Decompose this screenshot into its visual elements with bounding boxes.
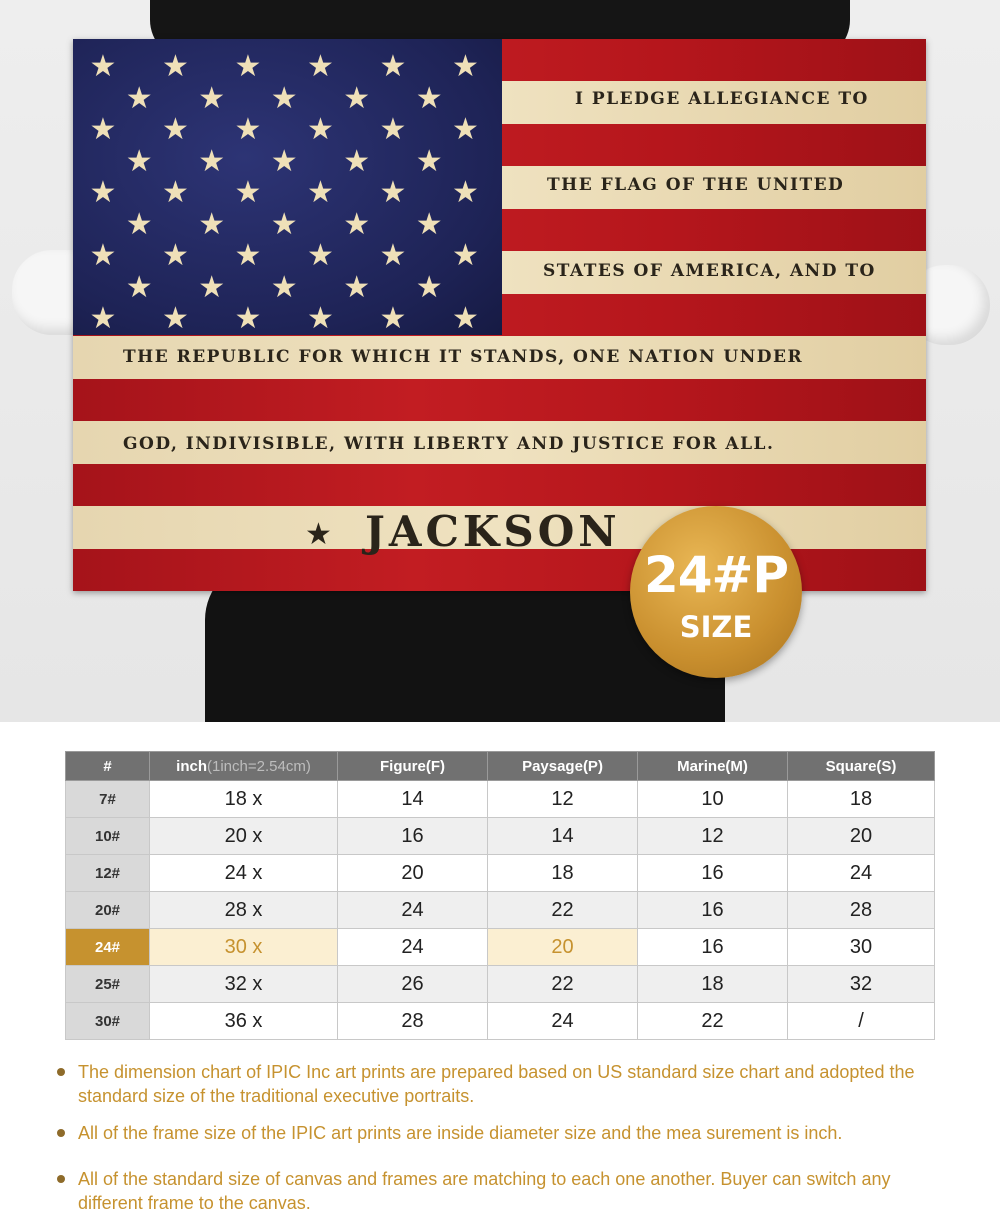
- table-cell: 28: [788, 892, 935, 929]
- star-icon: ★: [125, 80, 153, 116]
- note-item: [55, 1060, 935, 1108]
- pledge-line-5: GOD, INDIVISIBLE, WITH LIBERTY AND JUSTICE FOR ALL.: [123, 434, 775, 454]
- star-icon: ★: [89, 112, 117, 147]
- table-header-cell: Square(S): [788, 752, 935, 781]
- star-icon: ★: [343, 80, 371, 116]
- row-size-label: 12#: [66, 855, 150, 892]
- table-row: [66, 855, 935, 892]
- star-icon: ★: [270, 80, 298, 116]
- star-icon: ★: [452, 238, 479, 273]
- star-icon: ★: [270, 143, 298, 179]
- star-icon: ★: [89, 238, 117, 273]
- star-icon: ★: [234, 112, 262, 147]
- table-cell: 30 x: [150, 929, 338, 966]
- table-cell: 30: [788, 929, 935, 966]
- star-icon: ★: [234, 49, 262, 84]
- star-icon: ★: [343, 143, 371, 179]
- table-cell: 20: [488, 929, 638, 966]
- star-icon: ★: [343, 206, 371, 242]
- star-icon: ★: [234, 175, 262, 210]
- table-cell: /: [788, 1003, 935, 1040]
- table-cell: 12: [488, 781, 638, 818]
- table-cell: 24: [488, 1003, 638, 1040]
- star-icon: ★: [379, 112, 407, 147]
- star-icon: ★: [162, 301, 189, 336]
- star-icon: ★: [379, 175, 407, 210]
- table-header-cell: #: [66, 752, 150, 781]
- table-cell: 22: [638, 1003, 788, 1040]
- pledge-line-1: I PLEDGE ALLEGIANCE TO: [575, 89, 869, 109]
- star-icon: ★: [452, 49, 479, 84]
- pledge-line-2: THE FLAG OF THE UNITED: [547, 175, 845, 195]
- star-icon: ★: [415, 80, 443, 116]
- note-text: All of the frame size of the IPIC art prints are inside diameter size and the mea surement is inch.: [78, 1123, 843, 1143]
- pledge-line-4: THE REPUBLIC FOR WHICH IT STANDS, ONE NATION UNDER: [123, 347, 804, 367]
- flag-stripe: [73, 379, 926, 422]
- star-icon: ★: [307, 49, 334, 84]
- star-icon: ★: [125, 143, 153, 179]
- star-icon: ★: [379, 238, 407, 273]
- table-cell: 26: [338, 966, 488, 1003]
- table-cell: 16: [638, 892, 788, 929]
- flag-canvas-print: [73, 39, 926, 591]
- size-chart-table: [65, 751, 935, 1040]
- star-icon: ★: [89, 175, 117, 210]
- table-cell: 12: [638, 818, 788, 855]
- table-cell: 28: [338, 1003, 488, 1040]
- note-text: The dimension chart of IPIC Inc art prints are prepared based on US standard size chart and adopted the standard size of the traditional executive portraits.: [78, 1062, 915, 1106]
- table-row: [66, 818, 935, 855]
- table-cell: 18: [788, 781, 935, 818]
- star-icon: ★: [305, 517, 332, 552]
- table-cell: 14: [338, 781, 488, 818]
- personalized-name: JACKSON: [365, 507, 621, 556]
- star-icon: ★: [307, 175, 334, 210]
- star-icon: ★: [125, 206, 153, 242]
- table-cell: 24: [788, 855, 935, 892]
- row-size-label: 24#: [66, 929, 150, 966]
- table-cell: 32: [788, 966, 935, 1003]
- size-badge-sub: SIZE: [679, 610, 753, 644]
- star-icon: ★: [198, 80, 226, 116]
- table-row: [66, 966, 935, 1003]
- table-cell: 20: [788, 818, 935, 855]
- note-text: All of the standard size of canvas and frames are matching to each one another. Buyer can switch any different frame to the canvas.: [78, 1169, 891, 1213]
- table-cell: 16: [338, 818, 488, 855]
- flag-canton: [73, 39, 502, 335]
- table-cell: 22: [488, 966, 638, 1003]
- star-icon: ★: [234, 238, 262, 273]
- bullet-icon: [57, 1129, 65, 1137]
- row-size-label: 20#: [66, 892, 150, 929]
- star-icon: ★: [89, 49, 117, 84]
- table-header-row: [66, 752, 935, 781]
- table-body: [66, 781, 935, 1040]
- row-size-label: 10#: [66, 818, 150, 855]
- table-cell: 14: [488, 818, 638, 855]
- table-cell: 18: [638, 966, 788, 1003]
- bullet-icon: [57, 1175, 65, 1183]
- star-icon: ★: [452, 112, 479, 147]
- star-icon: ★: [270, 206, 298, 242]
- notes-list: [55, 1060, 935, 1215]
- table-cell: 24: [338, 892, 488, 929]
- star-icon: ★: [452, 301, 479, 336]
- star-icon: ★: [198, 206, 226, 242]
- star-icon: ★: [162, 175, 189, 210]
- star-icon: ★: [234, 301, 262, 336]
- row-size-label: 25#: [66, 966, 150, 1003]
- star-icon: ★: [125, 269, 153, 305]
- star-icon: ★: [162, 112, 189, 147]
- size-badge: [630, 506, 802, 678]
- star-icon: ★: [270, 269, 298, 305]
- pledge-line-3: STATES OF AMERICA, AND TO: [543, 261, 876, 281]
- table-cell: 24: [338, 929, 488, 966]
- star-icon: ★: [198, 269, 226, 305]
- table-cell: 10: [638, 781, 788, 818]
- star-icon: ★: [452, 175, 479, 210]
- star-icon: ★: [343, 269, 371, 305]
- table-header-cell: Marine(M): [638, 752, 788, 781]
- star-icon: ★: [162, 238, 189, 273]
- table-cell: 20 x: [150, 818, 338, 855]
- flag-stripe: [73, 464, 926, 507]
- note-item: [55, 1167, 935, 1215]
- note-item: [55, 1121, 935, 1145]
- table-row: [66, 929, 935, 966]
- star-icon: ★: [379, 301, 407, 336]
- star-icon: ★: [89, 301, 117, 336]
- size-badge-main: 24#P: [643, 546, 789, 604]
- table-cell: 24 x: [150, 855, 338, 892]
- table-cell: 22: [488, 892, 638, 929]
- table-cell: 20: [338, 855, 488, 892]
- star-icon: ★: [307, 112, 334, 147]
- table-row: [66, 781, 935, 818]
- table-cell: 18 x: [150, 781, 338, 818]
- table-cell: 16: [638, 929, 788, 966]
- row-size-label: 30#: [66, 1003, 150, 1040]
- table-row: [66, 1003, 935, 1040]
- row-size-label: 7#: [66, 781, 150, 818]
- star-icon: ★: [415, 206, 443, 242]
- star-icon: ★: [379, 49, 407, 84]
- table-header-cell: Paysage(P): [488, 752, 638, 781]
- star-icon: ★: [198, 143, 226, 179]
- table-cell: 36 x: [150, 1003, 338, 1040]
- table-cell: 32 x: [150, 966, 338, 1003]
- table-cell: 18: [488, 855, 638, 892]
- star-icon: ★: [307, 301, 334, 336]
- star-icon: ★: [307, 238, 334, 273]
- table-row: [66, 892, 935, 929]
- table-header-cell: Figure(F): [338, 752, 488, 781]
- star-icon: ★: [415, 143, 443, 179]
- table-header-cell: inch(1inch=2.54cm): [150, 752, 338, 781]
- bullet-icon: [57, 1068, 65, 1076]
- star-icon: ★: [415, 269, 443, 305]
- table-cell: 16: [638, 855, 788, 892]
- table-cell: 28 x: [150, 892, 338, 929]
- star-icon: ★: [162, 49, 189, 84]
